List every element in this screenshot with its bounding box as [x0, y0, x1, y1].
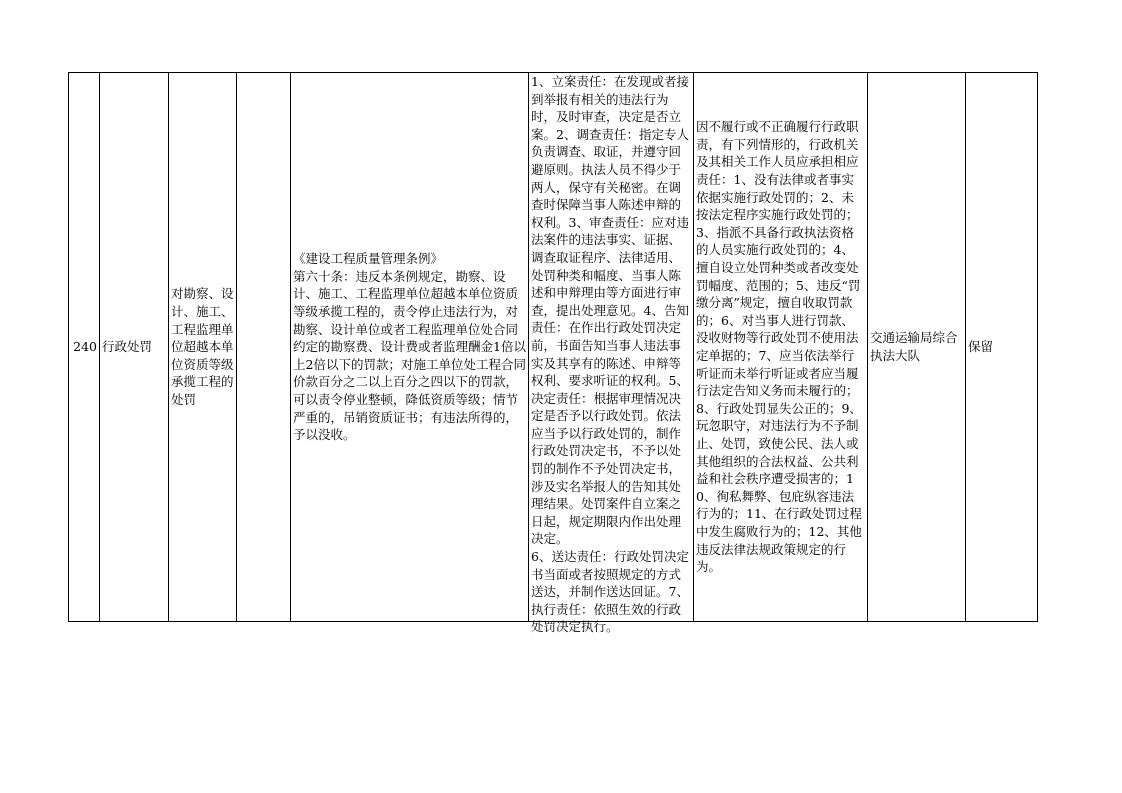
item-name: 对勘察、设计、施工、工程监理单位超越本单位资质等级承揽工程的处罚: [171, 286, 234, 407]
department-name: 交通运输局综合执法大队: [870, 330, 958, 363]
table-row: [69, 73, 1038, 622]
status-text: 保留: [968, 339, 994, 355]
department-cell: [868, 73, 966, 622]
row-number-cell: [69, 73, 100, 622]
power-list-table: [68, 72, 1038, 635]
legal-basis-cell: [291, 73, 529, 622]
accountability-cell: [694, 73, 868, 622]
empty-cell: [237, 73, 291, 622]
status-cell: [966, 73, 1038, 622]
power-type-cell: [100, 73, 169, 622]
row-number: 240: [73, 339, 97, 355]
item-name-cell: [169, 73, 237, 622]
responsibility-text-part1: 1、立案责任：在发现或者接到举报有相关的违法行为时，及时审查，决定是否立案。2、调查责任：指定专人负责调查、取证，并遵守回避原则。执法人员不得少于两人，保守有关秘密。在调查时保障当事人陈述申辩的权利。3、审查责任：应对违法案件的违法事实、证据、调查取证程序、法律适用、处罚种类和幅度、当事人陈述和申辩理由等方面进行审查，提出处理意见。4、告知责任：在作出行政处罚决定前，书面告知当事人违法事实及其享有的陈述、申辩等权利、要求听证的权利。5、决定责任：根据审理情况决定是否予以行政处罚。依法应当予以行政处罚的，制作行政处罚决定书，不予以处罚的制作不予处罚决定书，涉及实名举报人的告知其处理结果。处罚案件自立案之日起，规定期限内作出处理决定。: [531, 74, 689, 547]
responsibility-text-part2: 6、送达责任：行政处罚决定书当面或者按照规定的方式送达，并制作送达回证。7、执行责任：依照生效的行政处罚决定执行。: [531, 549, 689, 635]
accountability-text: 因不履行或不正确履行行政职责，有下列情形的，行政机关及其相关工作人员应承担相应责任：1、没有法律或者事实依据实施行政处罚的；2、未按法定程序实施行政处罚的；3、指派不具备行政执法资格的人员实施行政处罚的；4、擅自设立处罚种类或者改变处罚幅度、范围的；5、违反“罚缴分离”规定，擅自收取罚款的；6、对当事人进行罚款、没收财物等行政处罚不使用法定单据的；7、应当依法举行听证而未举行听证或者应当履行法定告知义务而未履行的；8、行政处罚显失公正的；9、玩忽职守，对违法行为不予制止、处罚，致使公民、法人或其他组织的合法权益、公共利益和社会秩序遭受损害的；10、徇私舞弊、包庇纵容违法行为的；11、在行政处罚过程中发生腐败行为的；12、其他违反法律法规政策规定的行为。: [696, 119, 862, 575]
legal-basis-title: 《建设工程质量管理条例》: [293, 251, 444, 267]
legal-basis-text: 第六十条：违反本条例规定，勘察、设计、施工、工程监理单位超越本单位资质等级承揽工程的，责令停止违法行为，对勘察、设计单位或者工程监理单位处合同约定的勘察费、设计费或者监理酬金1倍以上2倍以下的罚款；对施工单位处工程合同价款百分之二以上百分之四以下的罚款，可以责令停业整顿，降低资质等级；情节严重的，吊销资质证书；有违法所得的，予以没收。: [293, 268, 526, 443]
power-type: 行政处罚: [102, 339, 153, 355]
responsibility-cell: [529, 73, 694, 635]
